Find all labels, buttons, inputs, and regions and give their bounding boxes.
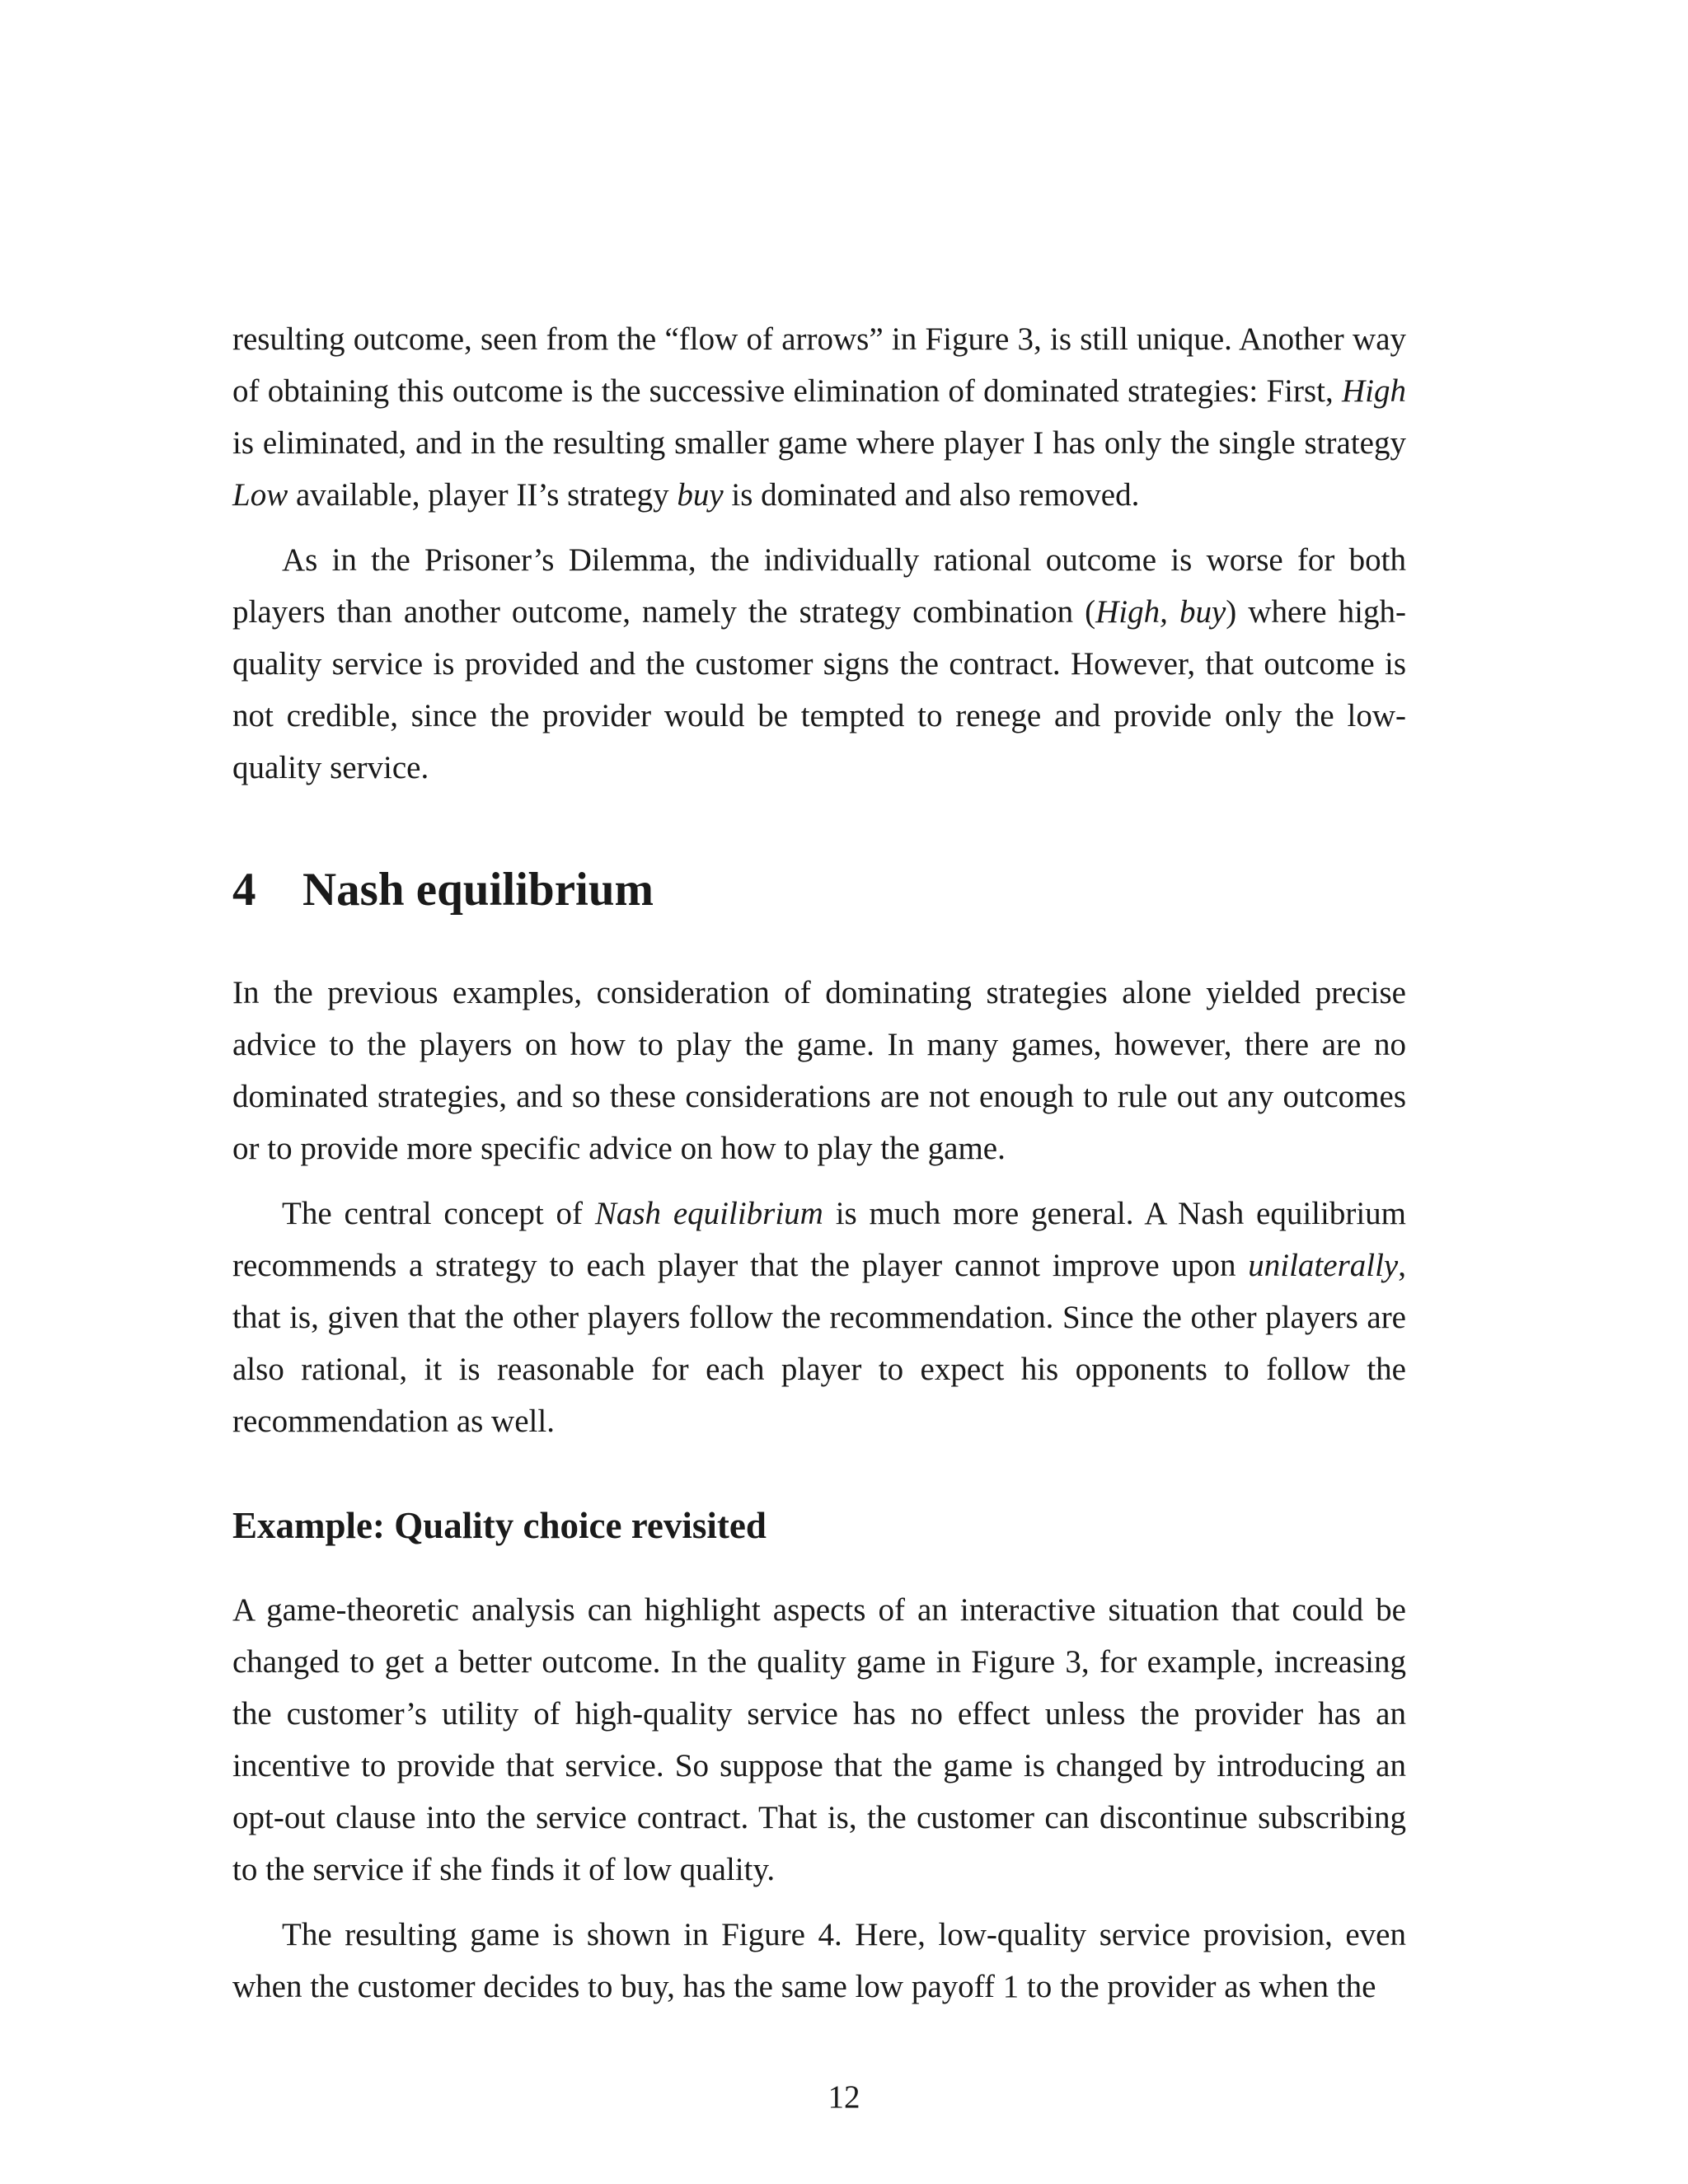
section-heading: [232, 861, 1406, 919]
section-title: Nash equilibrium: [302, 864, 654, 916]
paragraph-central-concept: The central concept of Nash equilibrium is much more general. A Nash equilibrium recommends a strategy to each player that the player cannot improve upon unilaterally, that is, given that the other players follow the recommendation. Since the other players are also rational, it is reasonable for each player to expect his opponents to follow the recommendation as well.: [232, 1196, 1407, 1439]
emphasis-high: High: [1342, 373, 1406, 409]
paragraph-continuation: resulting outcome, seen from the “flow of arrows” in Figure 3, is still unique. Another way of obtaining this outcome is the successive elimination of dominated strategies: First, High is eliminated, and in the resulting smaller game where player I has only the single strategy Low available, player II’s strategy buy is dominated and also removed.: [232, 321, 1406, 513]
subsection-heading: Example: Quality choice revisited: [232, 1505, 767, 1546]
paragraph-resulting-game: The resulting game is shown in Figure 4. Here, low-quality service provision, even when the customer decides to buy, has the same low payoff 1 to the provider as when the: [232, 1917, 1406, 2004]
emphasis-nash-equilibrium: Nash equilibrium: [594, 1196, 823, 1231]
emphasis-high-buy: High, buy: [1095, 594, 1226, 630]
emphasis-buy: buy: [677, 477, 724, 513]
paragraph-game-theoretic-analysis: A game-theoretic analysis can highlight aspects of an interactive situation that could be changed to get a better outcome. In the quality game in Figure 3, for example, increasing the customer’s utility of high-quality service has no effect unless the provider has an incentive to provide that service. So suppose that the game is changed by introducing an opt-out clause into the service contract. That is, the customer can discontinue subscribing to the service if she finds it of low quality.: [232, 1592, 1406, 1887]
page-body: [232, 313, 1406, 2013]
paragraph-previous-examples: In the previous examples, consideration of dominating strategies alone yielded precise advice to the players on how to play the game. In many games, however, there are no dominated strategies, and so these considerations are not enough to rule out any outcomes or to provide more specific advice on how to play the game.: [232, 975, 1406, 1166]
emphasis-unilaterally: unilaterally: [1248, 1248, 1399, 1283]
emphasis-low: Low: [232, 477, 288, 513]
section-number: 4: [232, 864, 256, 916]
page-number: 12: [828, 2079, 860, 2115]
paragraph-prisoners-dilemma: As in the Prisoner’s Dilemma, the individually rational outcome is worse for both players than another outcome, namely the strategy combination (High, buy) where high-quality service is provided and the customer signs the contract. However, that outcome is not credible, since the provider would be tempted to renege and provide only the low-quality service.: [232, 542, 1406, 785]
